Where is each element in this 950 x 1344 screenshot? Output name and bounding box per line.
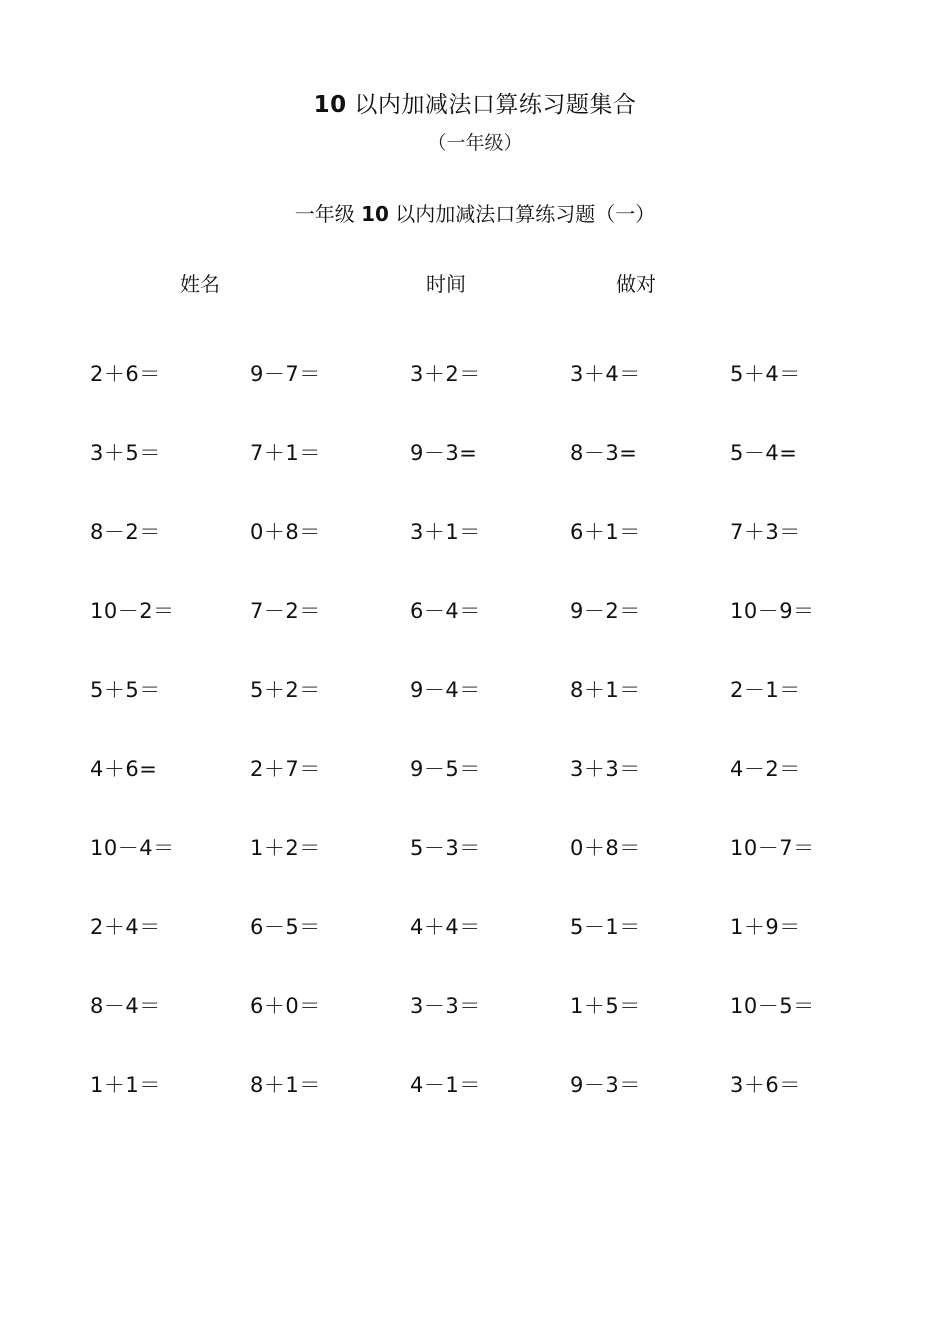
problem-item: 5＋5＝ [90, 678, 161, 702]
problem-item: 8－4＝ [90, 994, 161, 1018]
problem-item: 3＋3＝ [570, 757, 641, 781]
problem-item: 3＋5＝ [90, 441, 161, 465]
problem-item: 4－2＝ [730, 757, 801, 781]
problem-item: 5－3＝ [410, 836, 481, 860]
problem-item: 3＋4＝ [570, 362, 641, 386]
problem-item: 9－3= [410, 441, 478, 465]
title-text: 以内加减法口算练习题集合 [354, 92, 637, 118]
problem-item: 10－5＝ [730, 994, 815, 1018]
problem-item: 9－3＝ [570, 1073, 641, 1097]
problem-item: 6＋1＝ [570, 520, 641, 544]
problem-item: 3＋2＝ [410, 362, 481, 386]
problem-item: 10－9＝ [730, 599, 815, 623]
section-title [0, 198, 950, 227]
problem-item: 4＋6= [90, 757, 158, 781]
problem-item: 0＋8＝ [570, 836, 641, 860]
problem-item: 7＋1＝ [250, 441, 321, 465]
problem-item: 0＋8＝ [250, 520, 321, 544]
section-title-prefix: 一年级 [294, 202, 355, 226]
problem-item: 5－1＝ [570, 915, 641, 939]
problem-item: 6－4＝ [410, 599, 481, 623]
problem-item: 9－7＝ [250, 362, 321, 386]
problem-item: 6－5＝ [250, 915, 321, 939]
problem-item: 8－3= [570, 441, 638, 465]
problem-item: 5－4= [730, 441, 798, 465]
title-number: 10 [313, 92, 347, 118]
problem-item: 1＋1＝ [90, 1073, 161, 1097]
problem-item: 8－2＝ [90, 520, 161, 544]
problem-grid [90, 356, 890, 1146]
problem-item: 10－7＝ [730, 836, 815, 860]
problem-item: 3＋1＝ [410, 520, 481, 544]
problem-item: 8＋1＝ [250, 1073, 321, 1097]
problem-item: 7－2＝ [250, 599, 321, 623]
problem-item: 10－2＝ [90, 599, 175, 623]
problem-item: 1＋2＝ [250, 836, 321, 860]
problem-item: 4－1＝ [410, 1073, 481, 1097]
problem-item: 1＋5＝ [570, 994, 641, 1018]
problem-item: 9－5＝ [410, 757, 481, 781]
problem-item: 5＋4＝ [730, 362, 801, 386]
problem-item: 2＋7＝ [250, 757, 321, 781]
problem-item: 4＋4＝ [410, 915, 481, 939]
correct-label: 做对 [616, 272, 656, 296]
problem-item: 9－2＝ [570, 599, 641, 623]
time-label: 时间 [426, 272, 466, 296]
problem-item: 10－4＝ [90, 836, 175, 860]
problem-item: 6＋0＝ [250, 994, 321, 1018]
page-subtitle: （一年级） [427, 132, 523, 154]
section-title-text: 以内加减法口算练习题（一） [395, 202, 656, 226]
problem-item: 5＋2＝ [250, 678, 321, 702]
section-title-number: 10 [361, 202, 389, 226]
problem-item: 3＋6＝ [730, 1073, 801, 1097]
problem-item: 8＋1＝ [570, 678, 641, 702]
problem-item: 1＋9＝ [730, 915, 801, 939]
problem-item: 7＋3＝ [730, 520, 801, 544]
problem-item: 2＋4＝ [90, 915, 161, 939]
problem-item: 2－1＝ [730, 678, 801, 702]
problem-item: 3－3＝ [410, 994, 481, 1018]
problem-item: 2＋6＝ [90, 362, 161, 386]
name-label: 姓名 [180, 272, 220, 296]
page-title [0, 86, 950, 119]
problem-item: 9－4＝ [410, 678, 481, 702]
